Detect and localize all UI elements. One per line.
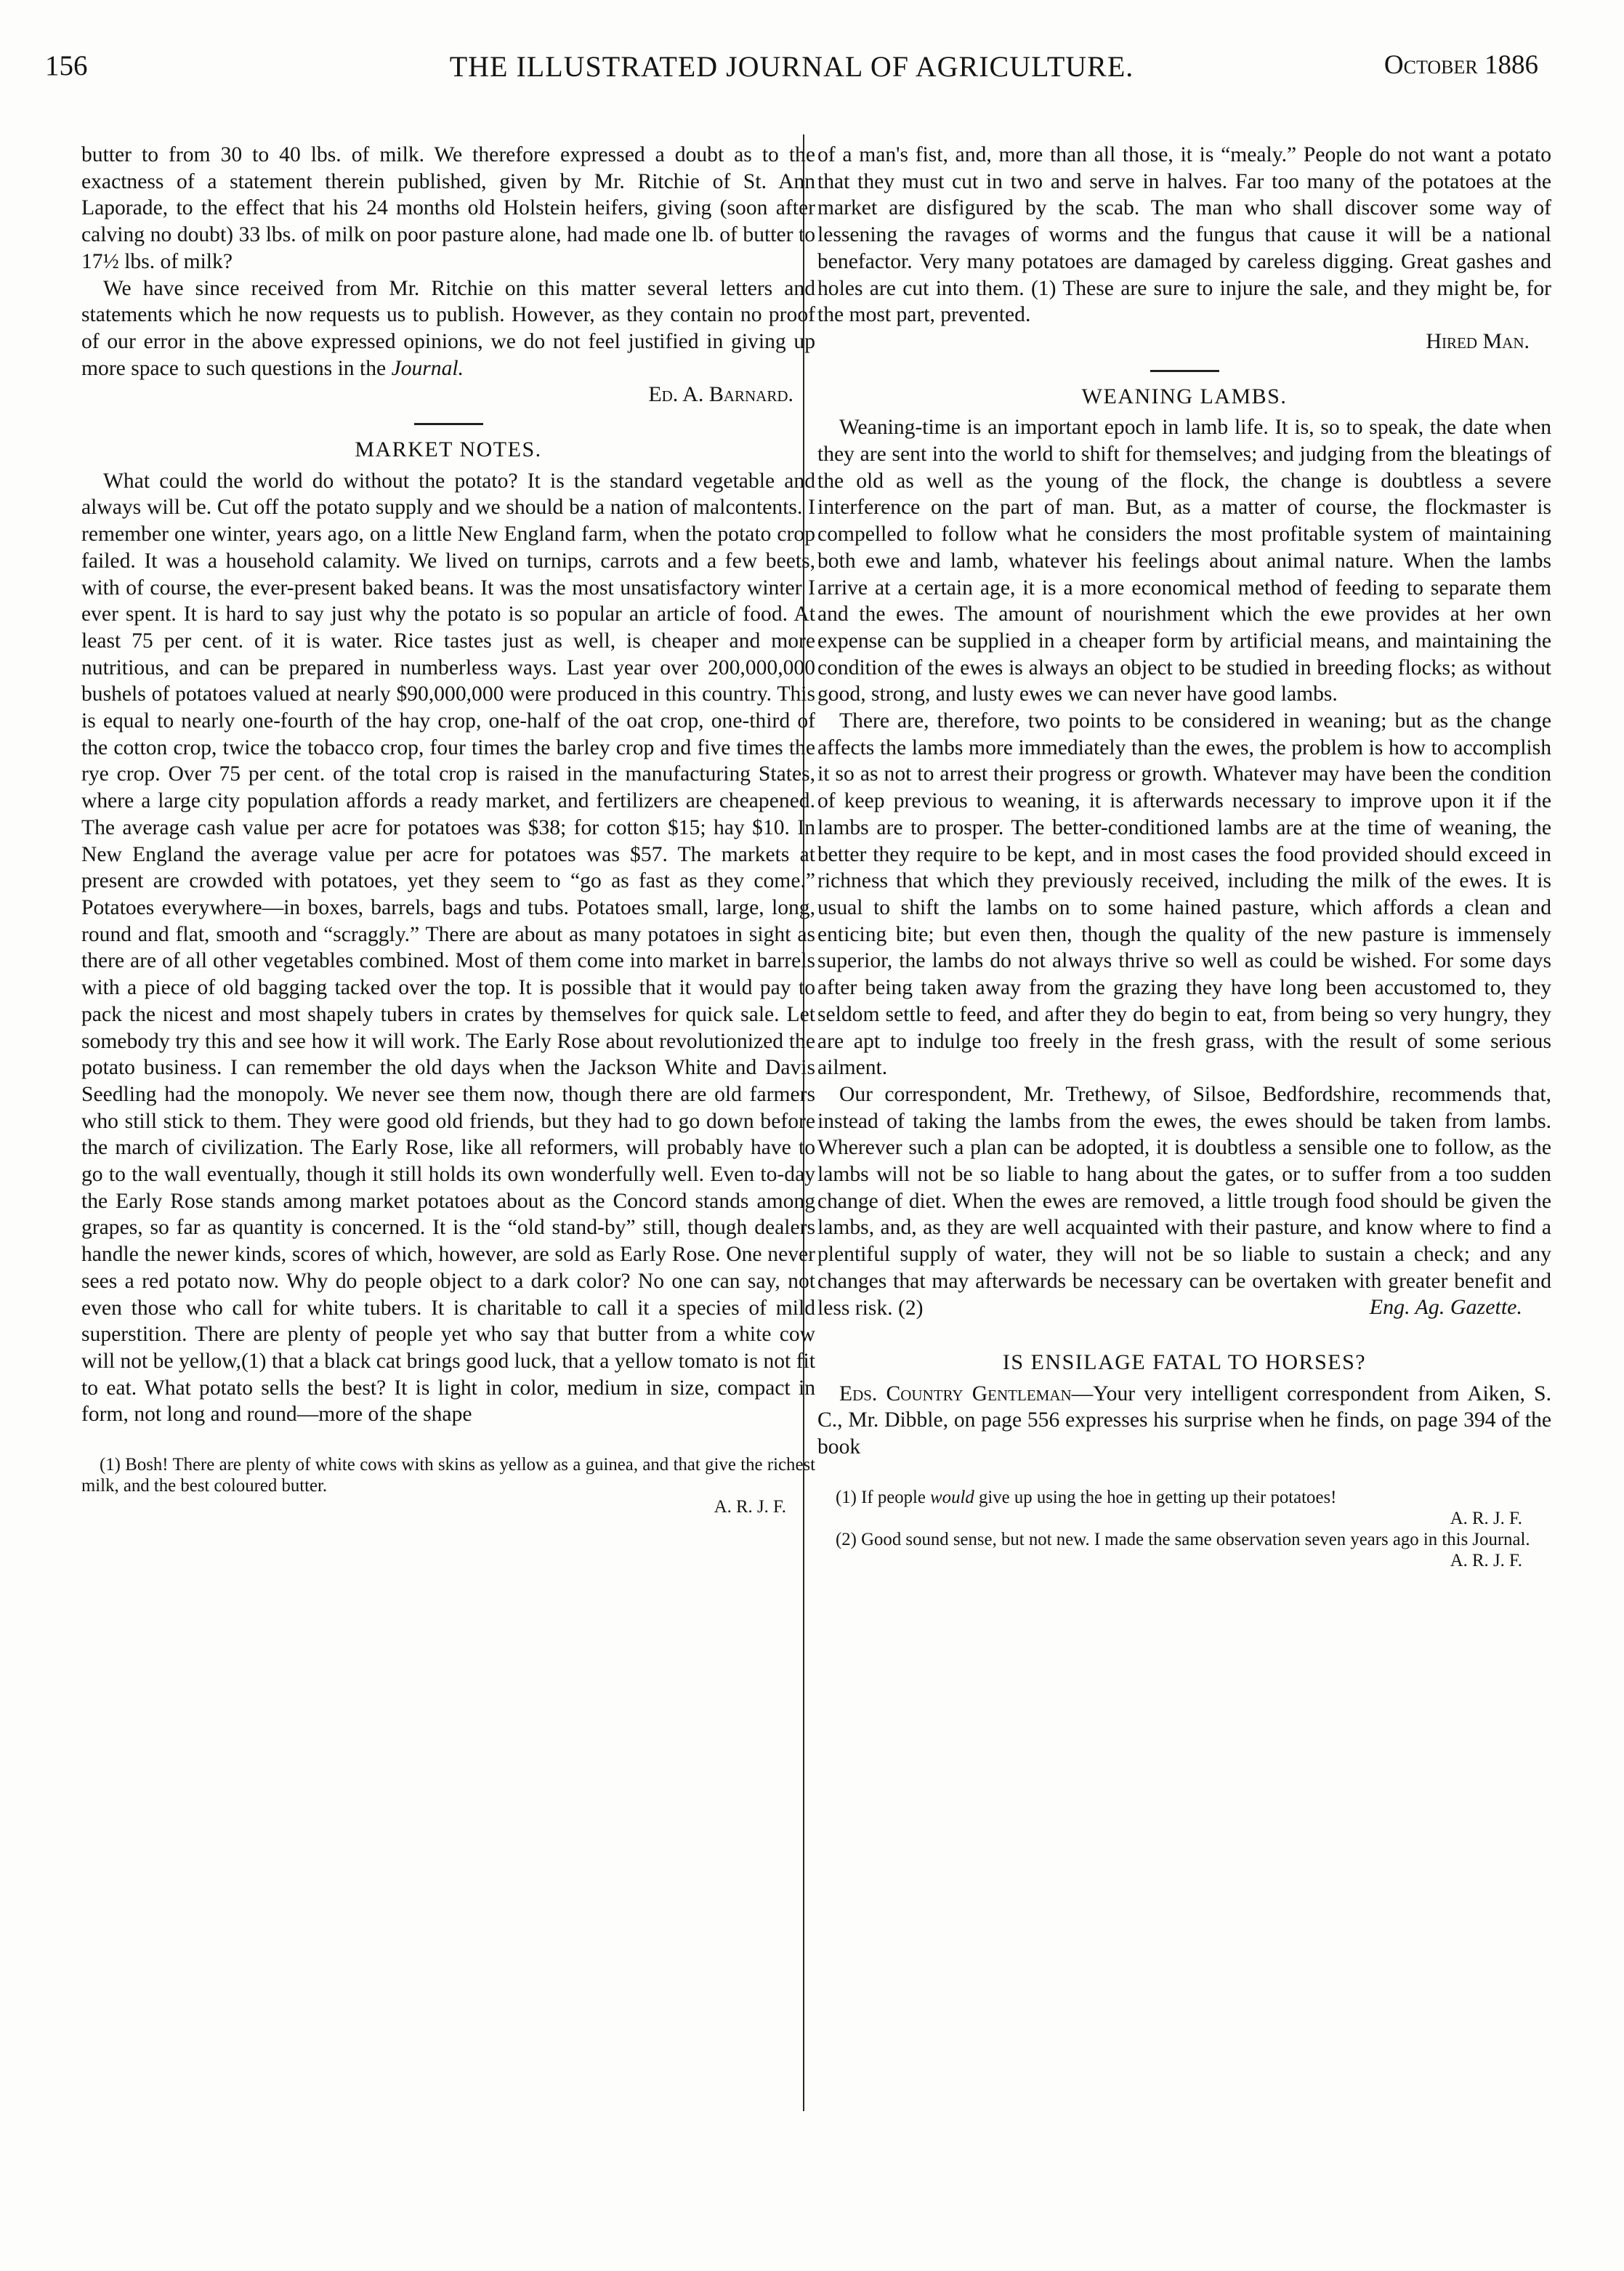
footnote-text: give up using the hoe in getting up their potatoes! <box>974 1487 1337 1507</box>
section-divider <box>414 423 483 425</box>
market-notes-heading: MARKET NOTES. <box>355 437 542 462</box>
footnote: (1) Bosh! There are plenty of white cows with skins as yellow as a guinea, and that give the richest milk, and the best coloured butter. <box>81 1455 815 1496</box>
editor-signature: Ed. A. Barnard. <box>648 382 793 407</box>
weaning-paragraph: There are, therefore, two points to be considered in weaning; but as the change affects the lambs more immediately than the ewes, the problem is how to accomplish it so as not to arrest their progress or growth. Whatever may have been the condition of keep previous to weaning, it is afterwards necessary to improve upon it if the lambs are to prosper. The better-conditioned lambs are at the time of weaning, the better they require to be kept, and in most cases the food provided should exceed in richness that which they previously received, including the milk of the ewes. It is usual to shift the lambs on to some hained pasture, which affords a clean and enticing bite; but even then, though the quality of the new pasture is immensely superior, the lambs do not always thrive so well as could be wished. For some days after being taken away from the grazing they have long been accustomed to, they seldom settle to feed, and after they do begin to eat, from being so very hungry, they are apt to indulge too freely in the fresh grass, with the result of some serious ailment. <box>817 709 1551 1080</box>
ensilage-text: —Your very intelligent correspondent from Aiken, S. C., Mr. Dibble, on page 556 expresses his surprise when he finds, on page 394 of the book <box>817 1381 1551 1459</box>
ensilage-paragraph <box>817 1381 1551 1461</box>
right-footnotes <box>817 1480 1551 1571</box>
footnote-text: (1) If people <box>836 1487 931 1507</box>
footnote-signature: A. R. J. F. <box>1450 1550 1522 1570</box>
source-citation: Eng. Ag. Gazette. <box>1369 1295 1522 1320</box>
weaning-paragraph: Weaning-time is an important epoch in lamb life. It is, so to speak, the date when they are sent into the world to shift for themselves; and judging from the bleatings of the old as well as the young of the flock, the change is doubtless a severe interference on the part of man. But, as a matter of course, the flockmaster is compelled to follow what he considers the most profitable system of maintaining both ewe and lamb, whatever his feelings about animal nature. When the lambs arrive at a certain age, it is a more economical method of feeding to separate them and the ewes. The amount of nourishment which the ewe provides at her own expense can be supplied in a cheaper form by artificial means, and maintaining the condition of the ewes is always an object to be studied in breeding flocks; as without good, strong, and lusty ewes we can never have good lambs. <box>817 416 1551 706</box>
weaning-paragraph: Our correspondent, Mr. Trethewy, of Silsoe, Bedfordshire, recommends that, instead of taking the lambs from the ewes, the ewes should be taken from lambs. Wherever such a plan can be adopted, it is doubtless a sensible one to follow, as the lambs will not be so liable to hang about the gates, or to suffer from a too sudden change of diet. When the ewes are removed, a little trough food should be given the lambs, and, as they are well acquainted with their pasture, and know where to find a plentiful supply of water, they will not be so liable to sustain a check; and any changes that may afterwards be necessary can be overtaken with greater benefit and less risk. (2) <box>817 1082 1551 1320</box>
market-notes-paragraph: What could the world do without the potato? It is the standard vegetable and always will be. Cut off the potato supply and we should be a nation of malcontents. I remember one winter, years ago, on a little New England farm, when the potato crop failed. It was a household calamity. We lived on turnips, carrots and a few beets, with of course, the ever-present baked beans. It was the most unsatisfactory winter I ever spent. It is hard to say just why the potato is so popular an article of food. At least 75 per cent. of it is water. Rice tastes just as well, is cheaper and more nutritious, and can be prepared in numberless ways. Last year over 200,000,000 bushels of potatoes valued at nearly $90,000,000 were produced in this country. This is equal to nearly one-fourth of the hay crop, one-half of the oat crop, one-third of the cotton crop, twice the tobacco crop, four times the barley crop and five times the rye crop. Over 75 per cent. of the total crop is raised in the manufacturing States, where a large city population affords a ready market, and fertilizers are cheapened. The average cash value per acre for potatoes was $38; for cotton $15; hay $10. In New England the average value per acre for potatoes was $57. The markets at present are crowded with potatoes, yet they seem to “go as fast as they come.” Potatoes everywhere—in boxes, barrels, bags and tubs. Potatoes small, large, long, round and flat, smooth and “scraggly.” There are about as many potatoes in sight as there are of all other vegetables combined. Most of them come into market in barrels with a piece of old bagging tacked over the top. It is possible that it would pay to pack the nicest and most shapely tubers in crates by themselves for quick sale. Let somebody try this and see how it will work. The Early Rose about revolutionized the potato business. I can remember the old days when the Jackson White and Davis Seedling had the monopoly. We never see them now, though there are old farmers who still stick to them. They were good old friends, but they had to go down before the march of civilization. The Early Rose, like all reformers, will probably have to go to the wall eventually, though it still holds its own wonderfully well. Even to-day the Early Rose stands among market potatoes about as the Concord stands among grapes, so far as quantity is concerned. It is the “old stand-by” still, though dealers handle the newer kinds, scores of which, however, are sold as Early Rose. One never sees a red potato now. Why do people object to a dark color? No one can say, not even those who call for white tubers. It is charitable to call it a species of mild superstition. There are plenty of people yet who say that butter from a white cow will not be yellow,(1) that a black cat brings good luck, that a yellow tomato is not fit to eat. What potato sells the best? It is light in color, medium in size, compact in form, not long and round—more of the shape <box>81 469 815 1427</box>
footnote-signature: A. R. J. F. <box>714 1497 786 1517</box>
ensilage-heading: IS ENSILAGE FATAL TO HORSES? <box>1002 1350 1367 1374</box>
left-column <box>81 142 815 1517</box>
hired-man-signature: Hired Man. <box>1426 328 1530 353</box>
carryover-paragraph: butter to from 30 to 40 lbs. of milk. We therefore expressed a doubt as to the exactness of a statement therein published, given by Mr. Ritchie of St. Ann Laporade, to the effect that his 24 months old Holstein heifers, giving (soon after calving no doubt) 33 lbs. of milk on poor pasture alone, had made one lb. of butter to 17½ lbs. of milk? <box>81 143 815 273</box>
carryover-paragraph: of a man's fist, and, more than all those, it is “mealy.” People do not want a potato that they must cut in two and serve in halves. Far too many of the potatoes at the market are disfigured by the scab. The man who shall discover some way of lessening the ravages of worms and the fungus that cause it will be a national benefactor. Very many potatoes are damaged by careless digging. Great gashes and holes are cut into them. (1) These are sure to injure the sale, and they might be, for the most part, prevented. <box>817 143 1551 327</box>
carryover-text: We have since received from Mr. Ritchie on this matter several letters and statements which he now requests us to publish. However, as they contain no proof of our error in the above expressed opinions, we do not feel justified in giving up more space to such questions in the <box>81 276 815 380</box>
footnote <box>817 1487 1551 1508</box>
footnote-signature: A. R. J. F. <box>1450 1508 1522 1528</box>
footnote: (2) Good sound sense, but not new. I made the same observation seven years ago in this Journal. <box>836 1529 1530 1549</box>
weaning-source <box>817 1294 1551 1321</box>
section-spacer <box>1150 1336 1219 1338</box>
running-head <box>45 49 1538 87</box>
left-footnotes <box>81 1447 815 1517</box>
right-column <box>817 142 1551 1571</box>
section-divider <box>1150 370 1219 372</box>
carryover-paragraph <box>81 275 815 382</box>
footnote-emphasis: would <box>930 1487 974 1507</box>
weaning-lambs-heading: WEANING LAMBS. <box>1081 384 1288 408</box>
addressee: Eds. Country Gentleman <box>839 1381 1072 1405</box>
issue-date: October 1886 <box>1383 50 1538 80</box>
journal-word: Journal. <box>391 356 464 380</box>
journal-title: THE ILLUSTRATED JOURNAL OF AGRICULTURE. <box>449 50 1134 83</box>
page-number: 156 <box>45 50 88 81</box>
